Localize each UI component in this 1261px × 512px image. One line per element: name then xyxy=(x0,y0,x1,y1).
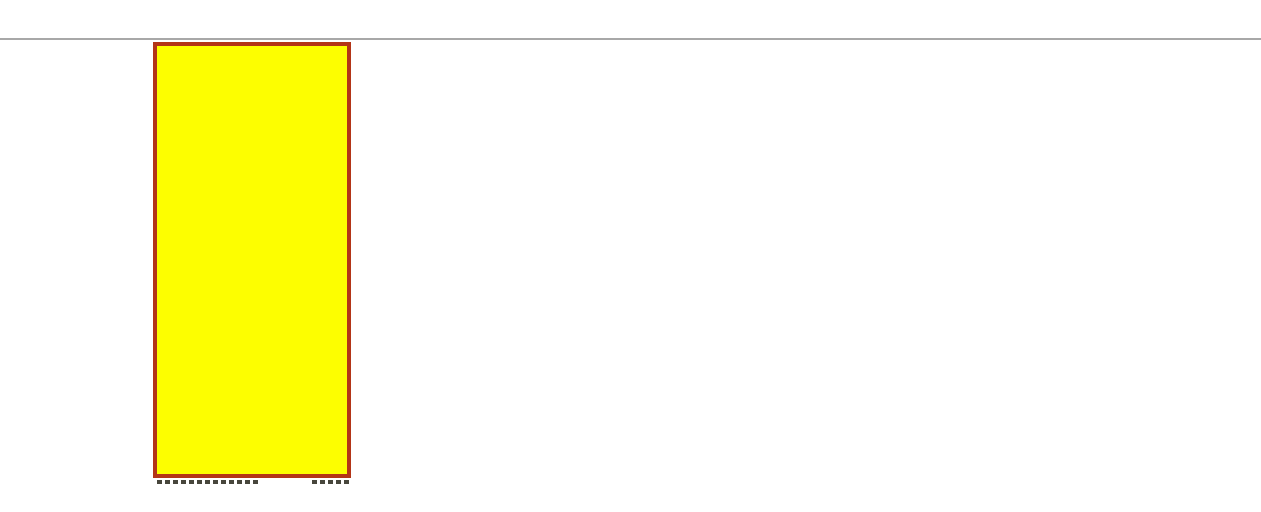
redaction-rectangle[interactable] xyxy=(153,42,351,478)
frozen-row-divider xyxy=(0,38,1261,40)
occluded-phone-text xyxy=(312,480,350,484)
occluded-email-text xyxy=(157,480,261,484)
